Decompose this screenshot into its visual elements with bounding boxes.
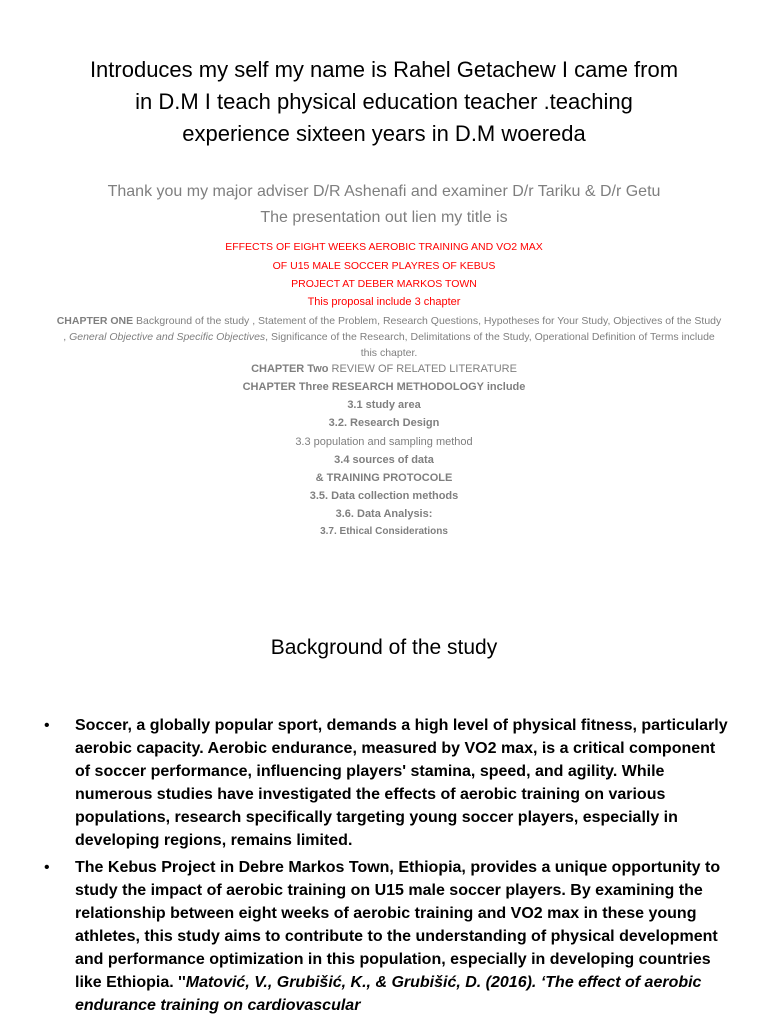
intro-line-2: in D.M I teach physical education teacher .teaching <box>135 89 633 114</box>
title-line-2: OF U15 MALE SOCCER PLAYRES OF KEBUS <box>272 260 496 272</box>
chapter-two-line <box>60 362 708 376</box>
acknowledgement-line-1: Thank you my major adviser D/R Ashenafi and examiner D/r Tariku & D/r Getu <box>107 183 661 200</box>
section-3-2: 3.2. Research Design <box>328 417 440 429</box>
list-item <box>40 856 730 1017</box>
chapter-one-text-b: , Significance of the Research, Delimitations of the Study, Operational Definition of Terms include this chapter. <box>265 331 715 359</box>
chapter-two-text: REVIEW OF RELATED LITERATURE <box>328 363 517 375</box>
background-paragraph-1: Soccer, a globally popular sport, demands a high level of physical fitness, particularly aerobic capacity. Aerobic endurance, measured by VO2 max, is a critical component of soccer performance, influencing players' stamina, speed, and agility. While numerous studies have investigated the effects of aerobic training on various populations, research specifically targeting young soccer players, especially in developing regions, remains limited. <box>75 717 728 849</box>
section-3-6: 3.6. Data Analysis: <box>335 508 433 520</box>
acknowledgement <box>20 179 748 231</box>
intro-line-3: experience sixteen years in D.M woereda <box>182 121 586 146</box>
background-paragraph-2: The Kebus Project in Debre Markos Town, Ethiopia, provides a unique opportunity to study the impact of aerobic training on U15 male soccer players. By examining the relationship between eight weeks of aerobic training and VO2 max in these young athletes, this study aims to contribute to the understanding of physical development and performance optimization in this population, especially in developing countries like Ethiopia. '' <box>75 859 721 991</box>
bullet-marker: • <box>44 717 50 734</box>
section-3-4: 3.4 sources of data <box>334 454 434 466</box>
chapter-count-note: This proposal include 3 chapter <box>307 296 461 308</box>
intro-paragraph <box>40 54 728 150</box>
list-item <box>40 714 730 852</box>
chapter-one-summary <box>55 313 723 361</box>
chapter-two-label: CHAPTER Two <box>251 363 329 375</box>
background-bullet-list <box>40 714 730 1021</box>
section-3-3: 3.3 population and sampling method <box>295 436 473 448</box>
section-3-4-protocol: & TRAINING PROTOCOLE <box>315 472 453 484</box>
section-3-1: 3.1 study area <box>347 399 421 411</box>
title-line-3: PROJECT AT DEBER MARKOS TOWN <box>291 278 477 290</box>
section-3-5: 3.5. Data collection methods <box>309 490 459 502</box>
chapter-one-italic: General Objective and Specific Objectives <box>69 331 266 343</box>
background-heading: Background of the study <box>270 636 498 659</box>
citation-italic: Matović, V., Grubišić, K., & Grubišić, D. (2016). ‘The effect of aerobic endurance training on cardiovascular <box>75 974 702 1014</box>
chapter-three-line: CHAPTER Three RESEARCH METHODOLOGY include <box>242 381 526 393</box>
bullet-marker: • <box>44 859 50 876</box>
section-3-7: 3.7. Ethical Considerations <box>320 526 448 537</box>
title-line-1: EFFECTS OF EIGHT WEEKS AEROBIC TRAINING AND VO2 MAX <box>225 241 543 253</box>
intro-line-1: Introduces my self my name is Rahel Getachew I came from <box>89 57 679 82</box>
chapter-one-text-a: Background of the study , Statement of the Problem, Research Questions, Hypotheses for Your Study, Objectives of the Study , <box>63 315 722 343</box>
acknowledgement-line-2: The presentation out lien my title is <box>260 209 508 226</box>
chapter-one-label: CHAPTER ONE <box>56 315 134 327</box>
